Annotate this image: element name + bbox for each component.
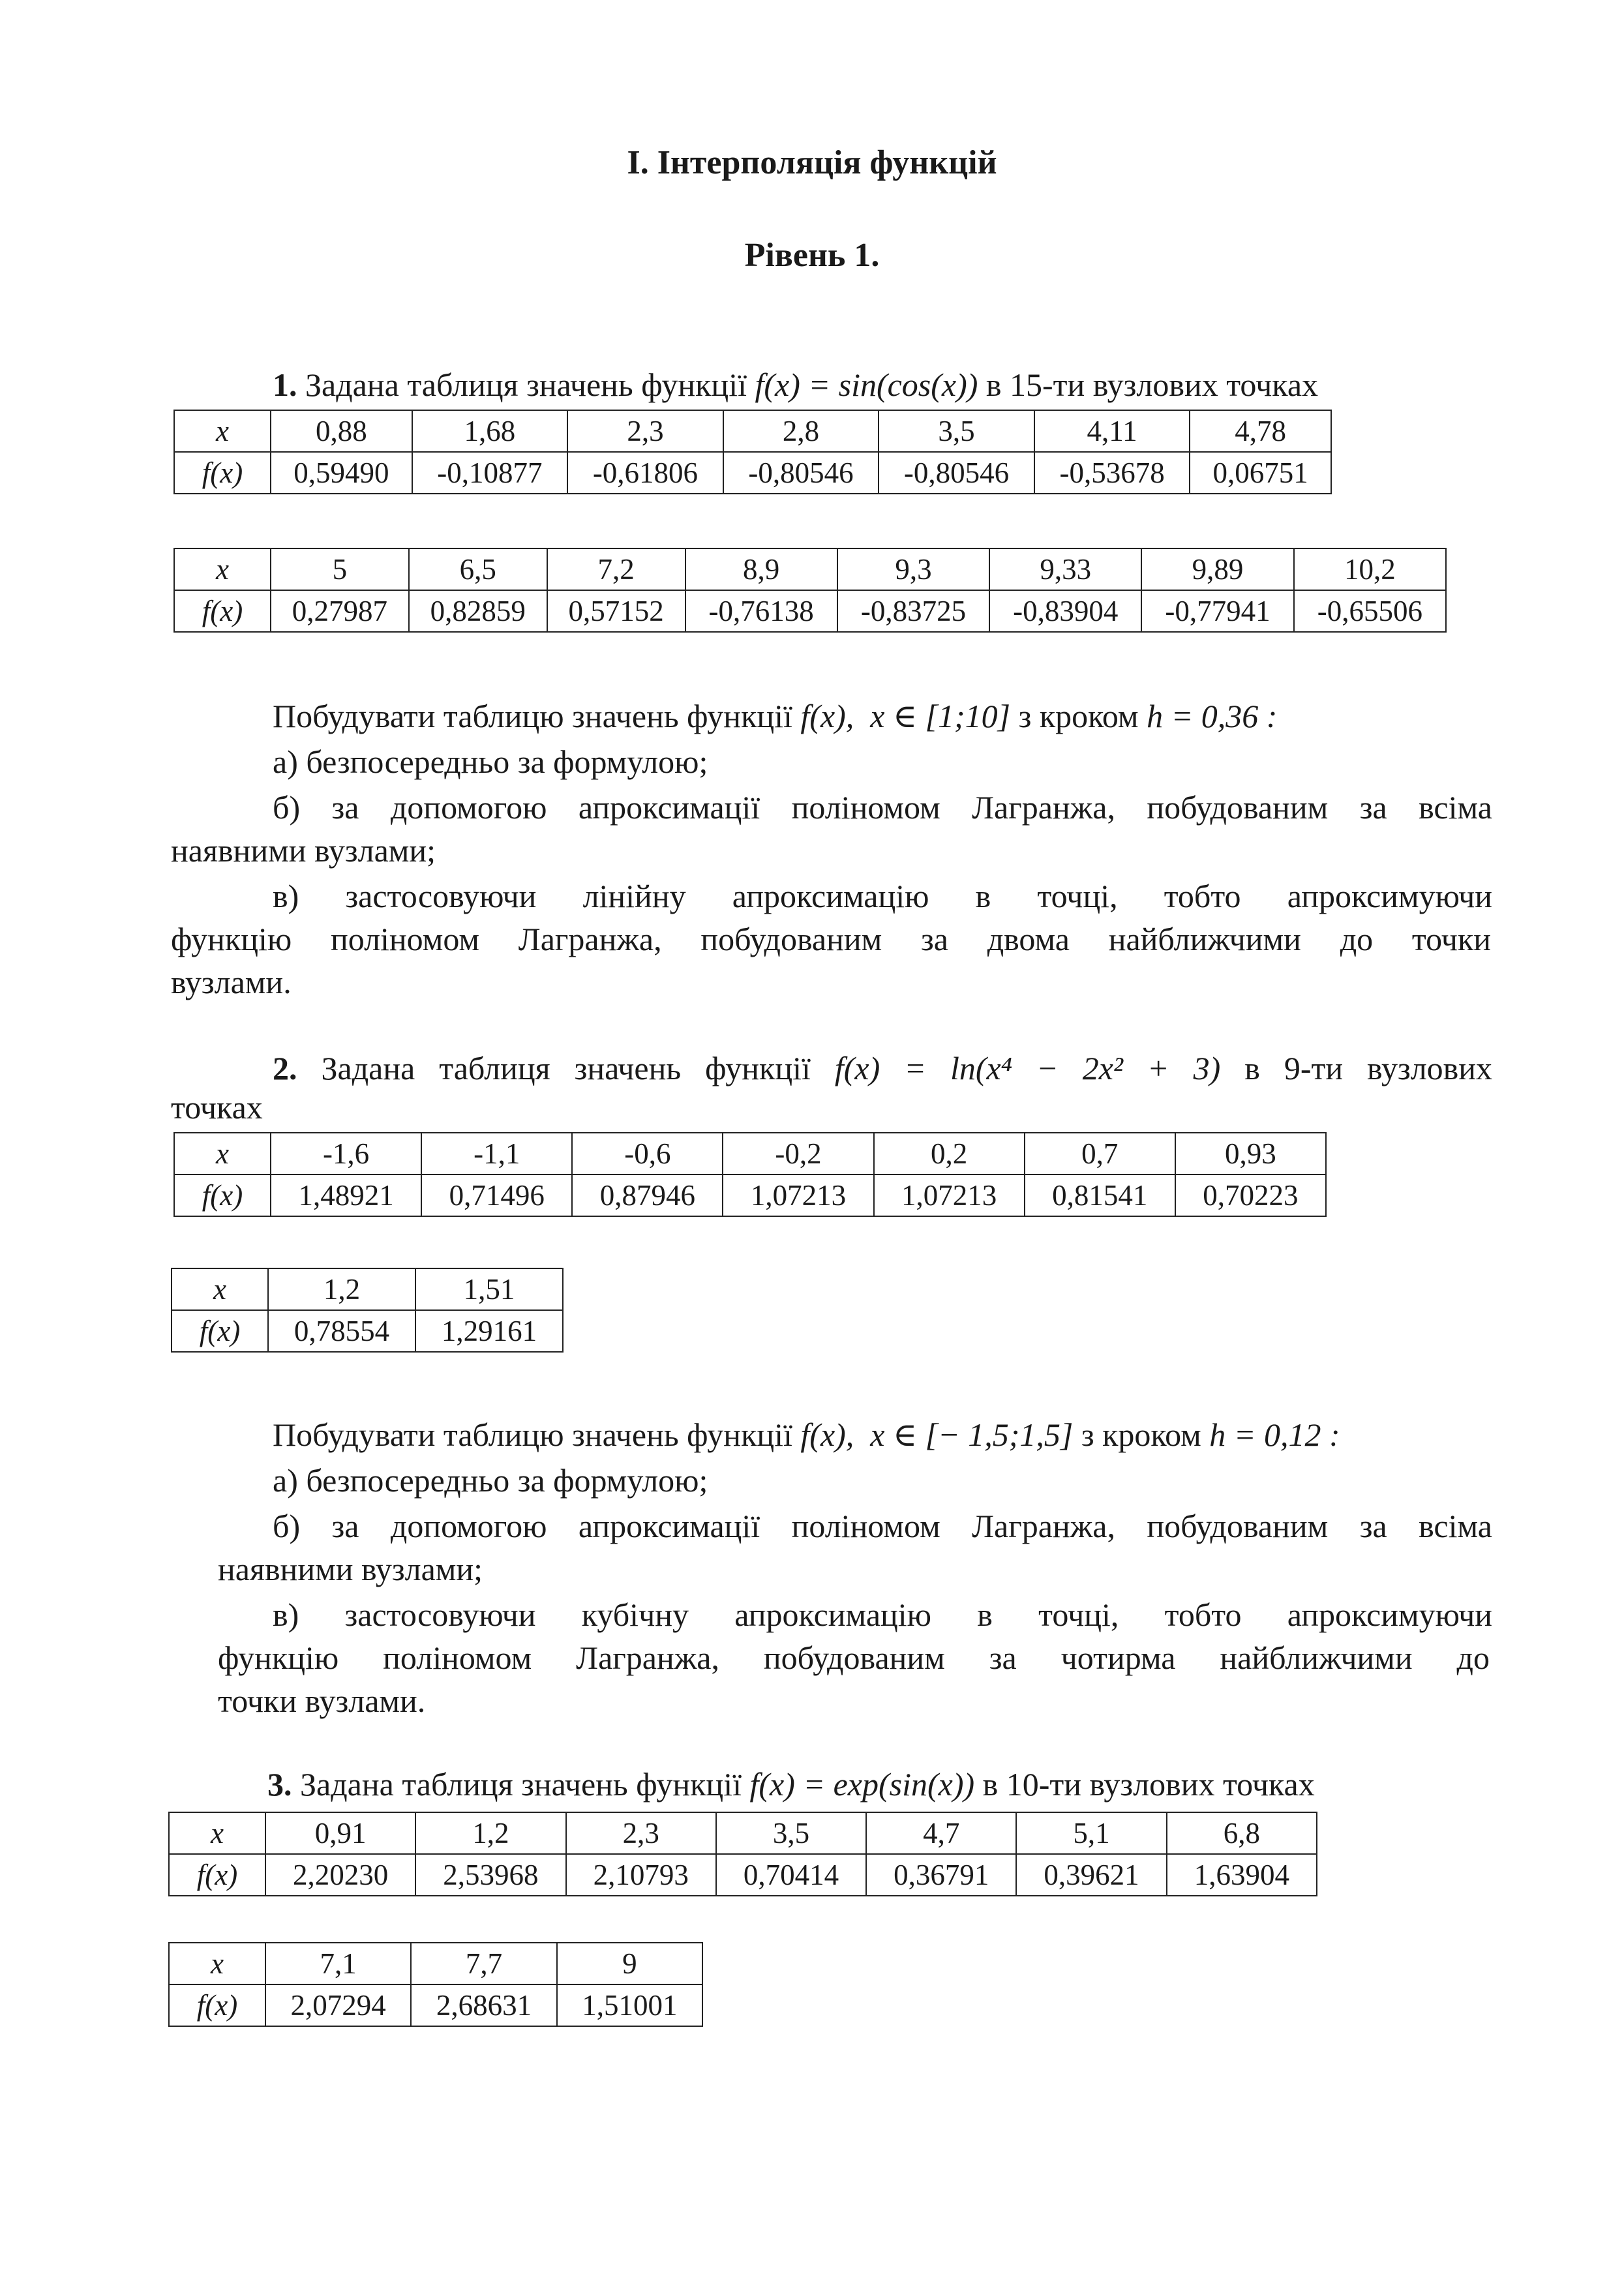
problem-1-table-2 [173,548,1447,633]
task-func: f(x), [800,698,854,734]
task-item-b-cont: наявними вузлами; [171,832,436,869]
problem-1-intro [273,365,1492,404]
problem-2-intro-wrap: точках [171,1089,263,1126]
f-cell: 0,06751 [1190,452,1331,494]
x-cell: -1,1 [421,1133,572,1174]
intro-prefix: Задана таблиця значень функції [321,1050,811,1086]
x-cell: 3,5 [716,1812,866,1854]
f-cell: 1,48921 [271,1174,421,1216]
x-cell: 3,5 [879,410,1034,452]
f-cell: 0,39621 [1016,1854,1166,1896]
task-item-b-cont: наявними вузлами; [218,1551,483,1587]
f-cell: 0,36791 [866,1854,1016,1896]
f-cell: -0,80546 [723,452,879,494]
task-func: f(x), [800,1416,854,1453]
f-cell: -0,83725 [837,590,989,632]
problem-3-intro [267,1765,1487,1804]
f-cell: -0,65506 [1294,590,1446,632]
f-cell: 0,78554 [268,1310,415,1352]
f-cell: -0,61806 [567,452,723,494]
task-item-b: б) за допомогою апроксимації поліномом Лагранжа, побудованим за всіма [273,1508,1492,1544]
problem-number: 2. [273,1050,297,1086]
f-cell: 0,27987 [271,590,409,632]
x-cell: 1,2 [415,1812,565,1854]
f-cell: 0,81541 [1025,1174,1175,1216]
problem-3-table-2 [168,1942,703,2027]
x-cell: 2,3 [566,1812,716,1854]
table-row-x [169,1943,702,1984]
x-label: x [174,1133,271,1174]
f-cell: 0,59490 [271,452,412,494]
x-cell: 2,8 [723,410,879,452]
x-cell: 7,7 [411,1943,556,1984]
f-cell: -0,10877 [412,452,568,494]
x-cell: 0,88 [271,410,412,452]
task-step: h = 0,36 : [1147,698,1278,734]
task-item-a: а) безпосередньо за формулою; [273,1462,708,1499]
f-cell: 2,07294 [265,1984,411,2026]
task-item-c: в) застосовуючи кубічну апроксимацію в точці, тобто апроксимуючи [273,1596,1492,1633]
task-item-c-cont: функцію поліномом Лагранжа, побудованим за двома найближчими до точки [171,921,1491,957]
f-label: f(x) [174,590,271,632]
task-step-text: з кроком [1018,698,1139,734]
f-cell: -0,80546 [879,452,1034,494]
formula: f(x) = sin(cos(x)) [755,367,978,403]
table-row-x [174,548,1446,590]
f-cell: 0,87946 [572,1174,723,1216]
table-row-x [169,1812,1317,1854]
f-label: f(x) [174,1174,271,1216]
problem-number: 1. [273,367,297,403]
f-cell: -0,76138 [685,590,837,632]
x-cell: 5 [271,548,409,590]
problem-1-task [273,696,1492,736]
table-row-f [169,1984,702,2026]
task-item-b: б) за допомогою апроксимації поліномом Лагранжа, побудованим за всіма [273,789,1492,826]
x-cell: 8,9 [685,548,837,590]
f-cell: 0,57152 [547,590,685,632]
table-row-x [174,410,1331,452]
task-item-c-cont: вузлами. [171,964,292,1000]
x-cell: -0,6 [572,1133,723,1174]
intro-prefix: Задана таблиця значень функції [305,367,747,403]
x-label: x [169,1943,265,1984]
level-heading: Рівень 1. [744,237,880,274]
f-cell: 1,63904 [1167,1854,1317,1896]
problem-1-table-1 [173,410,1332,494]
intro-prefix: Задана таблиця значень функції [300,1766,742,1803]
section-title: I. Інтерполяція функцій [627,144,997,181]
x-cell: -1,6 [271,1133,421,1174]
f-label: f(x) [169,1854,265,1896]
task-step: h = 0,12 : [1209,1416,1340,1453]
problem-2-task [273,1415,1492,1454]
x-cell: 0,7 [1025,1133,1175,1174]
x-label: x [174,410,271,452]
task-prefix: Побудувати таблицю значень функції [273,698,792,734]
f-label: f(x) [172,1310,268,1352]
f-cell: -0,77941 [1141,590,1293,632]
f-cell: 2,68631 [411,1984,556,2026]
f-label: f(x) [169,1984,265,2026]
task-item-c: в) застосовуючи лінійну апроксимацію в точці, тобто апроксимуючи [273,878,1492,914]
problem-3-table-1 [168,1812,1317,1896]
x-cell: 9,89 [1141,548,1293,590]
x-cell: 4,78 [1190,410,1331,452]
task-range: x ∈ [1;10] [870,698,1011,734]
f-cell: 0,70223 [1175,1174,1326,1216]
f-cell: 1,51001 [557,1984,702,2026]
x-cell: 6,8 [1167,1812,1317,1854]
x-cell: -0,2 [723,1133,873,1174]
formula: f(x) = exp(sin(x)) [749,1766,975,1803]
f-cell: 2,53968 [415,1854,565,1896]
f-cell: -0,83904 [989,590,1141,632]
formula: f(x) = ln(x⁴ − 2x² + 3) [834,1050,1221,1086]
task-prefix: Побудувати таблицю значень функції [273,1416,792,1453]
f-cell: 0,71496 [421,1174,572,1216]
x-cell: 1,68 [412,410,568,452]
table-row-f [169,1854,1317,1896]
f-label: f(x) [174,452,271,494]
table-row-f [174,590,1446,632]
x-label: x [169,1812,265,1854]
intro-suffix: в 9-ти вузлових [1244,1050,1493,1086]
x-cell: 5,1 [1016,1812,1166,1854]
x-cell: 0,91 [265,1812,415,1854]
x-cell: 4,11 [1034,410,1190,452]
f-cell: 0,70414 [716,1854,866,1896]
x-cell: 4,7 [866,1812,1016,1854]
x-cell: 9 [557,1943,702,1984]
task-item-a: а) безпосередньо за формулою; [273,743,708,780]
x-cell: 6,5 [409,548,547,590]
table-row-x [174,1133,1326,1174]
x-cell: 7,2 [547,548,685,590]
f-cell: 2,10793 [566,1854,716,1896]
table-row-f [174,1174,1326,1216]
problem-2-table-1 [173,1132,1327,1217]
task-range: x ∈ [− 1,5;1,5] [870,1416,1074,1453]
problem-2-table-2 [171,1268,564,1353]
f-cell: 1,07213 [723,1174,873,1216]
task-step-text: з кроком [1081,1416,1201,1453]
table-row-f [174,452,1331,494]
f-cell: 0,82859 [409,590,547,632]
x-cell: 7,1 [265,1943,411,1984]
f-cell: 1,29161 [415,1310,563,1352]
problem-number: 3. [267,1766,292,1803]
x-cell: 9,33 [989,548,1141,590]
x-label: x [172,1268,268,1310]
intro-suffix: в 10-ти вузлових точках [982,1766,1315,1803]
x-cell: 0,93 [1175,1133,1326,1174]
x-cell: 1,51 [415,1268,563,1310]
x-cell: 9,3 [837,548,989,590]
problem-2-intro [273,1049,1492,1088]
task-item-c-cont: функцію поліномом Лагранжа, побудованим за чотирма найближчими до [218,1639,1490,1676]
x-cell: 1,2 [268,1268,415,1310]
x-cell: 0,2 [874,1133,1025,1174]
task-item-c-cont: точки вузлами. [218,1683,426,1719]
f-cell: 2,20230 [265,1854,415,1896]
x-cell: 10,2 [1294,548,1446,590]
table-row-f [172,1310,563,1352]
intro-suffix: в 15-ти вузлових точках [985,367,1319,403]
f-cell: 1,07213 [874,1174,1025,1216]
table-row-x [172,1268,563,1310]
f-cell: -0,53678 [1034,452,1190,494]
x-cell: 2,3 [567,410,723,452]
x-label: x [174,548,271,590]
